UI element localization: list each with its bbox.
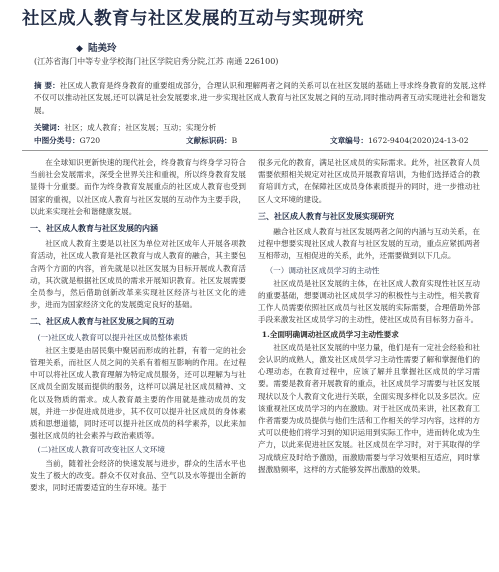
section-2-1-paragraph: 社区主要是由居民集中聚居而形成的社群，有着一定的社会管理关系，而社区人员之间的关系有着相互影响的作用。在过程中可以将社区成人教育理解为特定成员服务，还可以理解为与社区成员全面发展而提供的服务，这样可以满足社区成员精神、文化以及物质的需求。成人教育最主要的作用就是推动成员的发展，并进一步促进成员进步，其不仅可以提升社区成员的身体素质和思想道德，同时还可以提升社区成员的科学素养，以此来加强社区成员的社会素养与政治素质等。: [30, 345, 246, 441]
document-code: [186, 135, 237, 147]
section-3-paragraph: 融合社区成人教育与社区发展两者之间的内涵与互动关系，在过程中想要实现社区成人教育与社区发展的互动，重点应紧抓两者互相带动，互相促进的关系，此外，还需要做到以下几点。: [258, 227, 480, 261]
doc-code-label: 文献标识码：: [186, 136, 232, 145]
abstract-text: 社区成人教育是终身教育的重要组成部分，合理认识和理解两者之间的关系可以在社区发展的基础上寻求终身教育的发展,这样不仅可以推动社区发展,还可以满足社会发展要求,进一步实现社区成人教育与社区发展之间的互动,同时推动两者互动实现进社会和谐发展。: [34, 81, 486, 115]
section-heading-3: 三、社区成人教育与社区发展实现研究: [258, 211, 394, 221]
author-name: 陆美玲: [88, 43, 117, 54]
section-2-2-paragraph: 当前，随着社会经济的快速发展与进步，群众的生活水平也发生了极大的改变。群众不仅对食品、空气以及水等提出全新的要求，同时还需要适宜的生存环境。基于: [30, 458, 246, 493]
continued-paragraph: 很多元化的教育，满足社区成员的实际需求。此外，社区教育人员需要依照相关规定对社区成员开展教育培训，为他们选择适合的教育培训方式，在保障社区成员身体素质提升的同时，进一步推动社区人文环境的建设。: [258, 158, 480, 204]
article-number: [330, 135, 469, 147]
abstract-label: 摘 要：: [34, 81, 60, 90]
section-heading-1: 一、社区成人教育与社区发展的内涵: [30, 224, 158, 234]
section-3-1-1-paragraph: 社区成员是社区发展的中坚力量，他们是有一定社会经验和社会认识的成熟人，激发社区成员学习主动性需要了解和掌握他们的心理动态，在教育过程中，应该了解并且掌握社区成员的学习需要。需要是教育者开展教育的重点，社区成员学习需要与社区发展现状以及个人教育文化进行关联，全面实现多样化以及多层次。应该重视社区成员学习的内在激励。对于社区成员来讲，社区教育工作者需要为成员提供与他们生活和工作相关的学习内容，这样的方式可以使他们将学习到的知识运用到实际工作中，进而转化成为生产力，以此来促进社区发展。社区成员在学习时，对于其取得的学习成绩应及时给予激励，而激励需要与学习效果相互适应，同时掌握激励频率，这样的方式能够发挥出激励的效果。: [258, 342, 480, 474]
author-line: [76, 40, 117, 54]
subsection-heading-2-1: (一)社区成人教育可以提升社区成员整体素质: [37, 332, 188, 342]
author-affiliation: (江苏省海门中等专业学校海门社区学院启秀分院,江苏 南通 226100): [34, 57, 279, 66]
subsection-heading-3-1-1: 1.全面明确调动社区成员学习主动性要求: [261, 329, 399, 339]
star-icon: ◆: [76, 44, 83, 54]
keywords: [34, 122, 486, 134]
section-1-paragraph: 社区成人教育主要是以社区为单位对社区成年人开展各项教育活动，社区成人教育是社区教育与成人教育的融合，其主要包含两个方面的内容，首先就是以社区发展为目标开展成人教育活动，其次就是根据社区成员的需求开展知识教育。社区发展需要全员参与，然后借助创新改革来实现社区经济与社区文化的进步，进而为国家经济文化的发展奠定良好的基础。: [30, 239, 246, 310]
abstract: [34, 80, 486, 117]
doc-code-value: B: [231, 136, 238, 145]
right-column: [258, 157, 480, 476]
clc-label: 中图分类号：: [34, 136, 80, 145]
article-no-value: 1672-9404(2020)24-13-02: [367, 136, 469, 145]
left-column: [30, 157, 246, 494]
paper-title: 社区成人教育与社区发展的互动与实现研究: [22, 9, 364, 29]
subsection-heading-2-2: (二)社区成人教育可改变社区人文环境: [37, 445, 166, 455]
header-divider: [22, 150, 488, 151]
keywords-text: 社区；成人教育；社区发展；互动；实现分析: [64, 123, 217, 132]
clc-number: [34, 135, 100, 147]
article-no-label: 文章编号：: [330, 136, 368, 145]
section-3-1-paragraph: 社区成员是社区发展的主体，在社区成人教育实现性社区互动的重要基础，想要调动社区成员学习的积极性与主动性，相关教育工作人员需要依照社区成员与社区发展的实际需要，合理借助外部手段来激发社区成员学习的主动性，使社区成员有目标努力奋斗。: [258, 278, 480, 325]
keywords-label: 关键词：: [34, 123, 65, 132]
section-heading-2: 二、社区成人教育与社区发展之间的互动: [30, 317, 174, 327]
clc-value: G720: [79, 136, 101, 145]
subsection-heading-3-1: （一）调动社区成员学习的主动性: [265, 265, 380, 275]
intro-paragraph: 在全球知识更新快速的现代社会，终身教育与终身学习符合当前社会发展需求，深受全世界关注和重视，所以终身教育发展显得十分重要。而作为终身教育发展重点的社区成人教育也受到国家的重视，以社区成人教育与社区发展的互动作为主要手段，以此来实现社会和谐健康发展。: [30, 158, 246, 216]
